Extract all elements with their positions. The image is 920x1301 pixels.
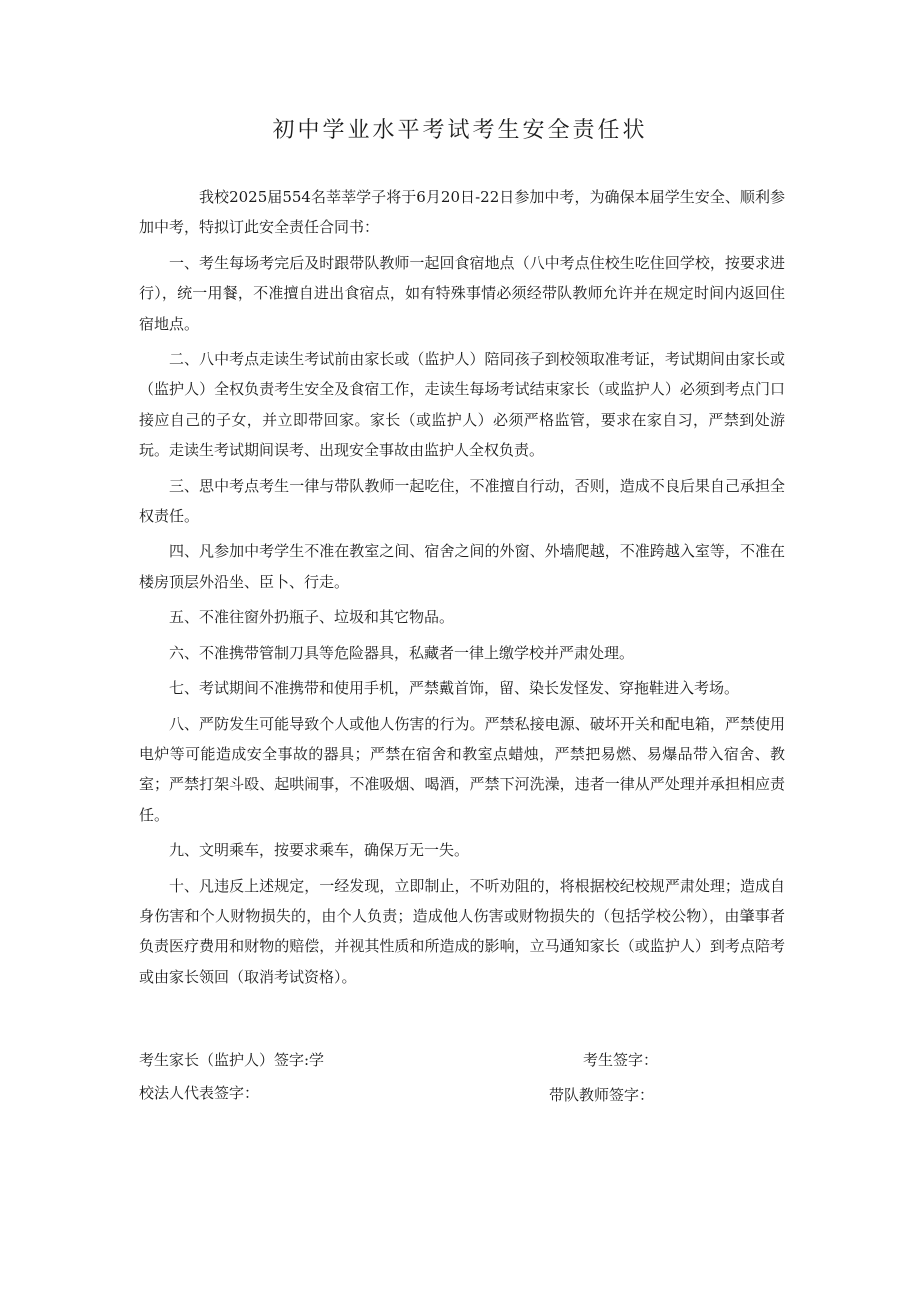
clause-7: 七、考试期间不准携带和使用手机，严禁戴首饰，留、染长发怪发、穿拖鞋进入考场。 — [169, 679, 740, 698]
clause-2: 二、八中考点走读生考试前由家长或（监护人）陪同孩子到校领取准考证，考试期间由家长或（监护人）全权负责考生安全及食宿工作，走读生每场考试结束家长（或监护人）必须到考点门口接应自己的子女，并立即带回家。家长（或监护人）必须严格监管，要求在家自习，严禁到处游玩。走读生考试期间误考、出现安全事故由监护人全权负责。 — [139, 350, 785, 460]
teacher-signature-label: 带队教师签字： — [549, 1086, 655, 1104]
clause-3: 三、思中考点考生一律与带队教师一起吃住，不准擅自行动，否则，造成不良后果自己承担全权责任。 — [139, 476, 785, 526]
document-body — [139, 182, 785, 997]
clause-6: 六、不准携带管制刀具等危险器具，私藏者一律上缴学校并严肃处理。 — [169, 643, 635, 662]
intro-paragraph: 我校2025届554名莘莘学子将于6月20日-22日参加中考，为确保本届学生安全、顺利参加中考，特拟订此安全责任合同书： — [139, 188, 785, 237]
clause-5: 五、不准往窗外扔瓶子、垃圾和其它物品。 — [169, 608, 455, 627]
clause-4: 四、凡参加中考学生不准在教室之间、宿舍之间的外窗、外墙爬越，不准跨越入室等，不准在楼房顶层外沿坐、臣卜、行走。 — [139, 542, 785, 591]
clause-1: 一、考生每场考完后及时跟带队教师一起回食宿地点（八中考点住校生吃住回学校，按要求进行），统一用餐，不准擅自进出食宿点，如有特殊事情必须经带队教师允许并在规定时间内返回住宿地点。 — [139, 253, 785, 333]
student-signature-label: 考生签字： — [583, 1051, 659, 1069]
clause-8: 八、严防发生可能导致个人或他人伤害的行为。严禁私接电源、破坏开关和配电箱，严禁使用电炉等可能造成安全事故的器具；严禁在宿舍和教室点蜡烛，严禁把易燃、易爆品带入宿舍、教室；严禁打架斗殴、起哄闹事，不准吸烟、喝酒，严禁下河洗澡，违者一律从严处理并承担相应责任。 — [139, 714, 785, 824]
document-title: 初中学业水平考试考生安全责任状 — [272, 118, 648, 143]
clause-10: 十、凡违反上述规定，一经发现，立即制止，不听劝阻的，将根据校纪校规严肃处理；造成自身伤害和个人财物损失的，由个人负责；造成他人伤害或财物损失的（包括学校公物），由肇事者负责医疗费用和财物的赔偿，并视其性质和所造成的影响，立马通知家长（或监护人）到考点陪考或由家长领回（取消考试资格）。 — [139, 876, 785, 986]
clause-9: 九、文明乘车，按要求乘车，确保万无一失。 — [169, 841, 470, 860]
legal-rep-signature-label: 校法人代表签字： — [139, 1084, 260, 1102]
parent-signature-label: 考生家长（监护人）签字:学 — [139, 1051, 325, 1069]
